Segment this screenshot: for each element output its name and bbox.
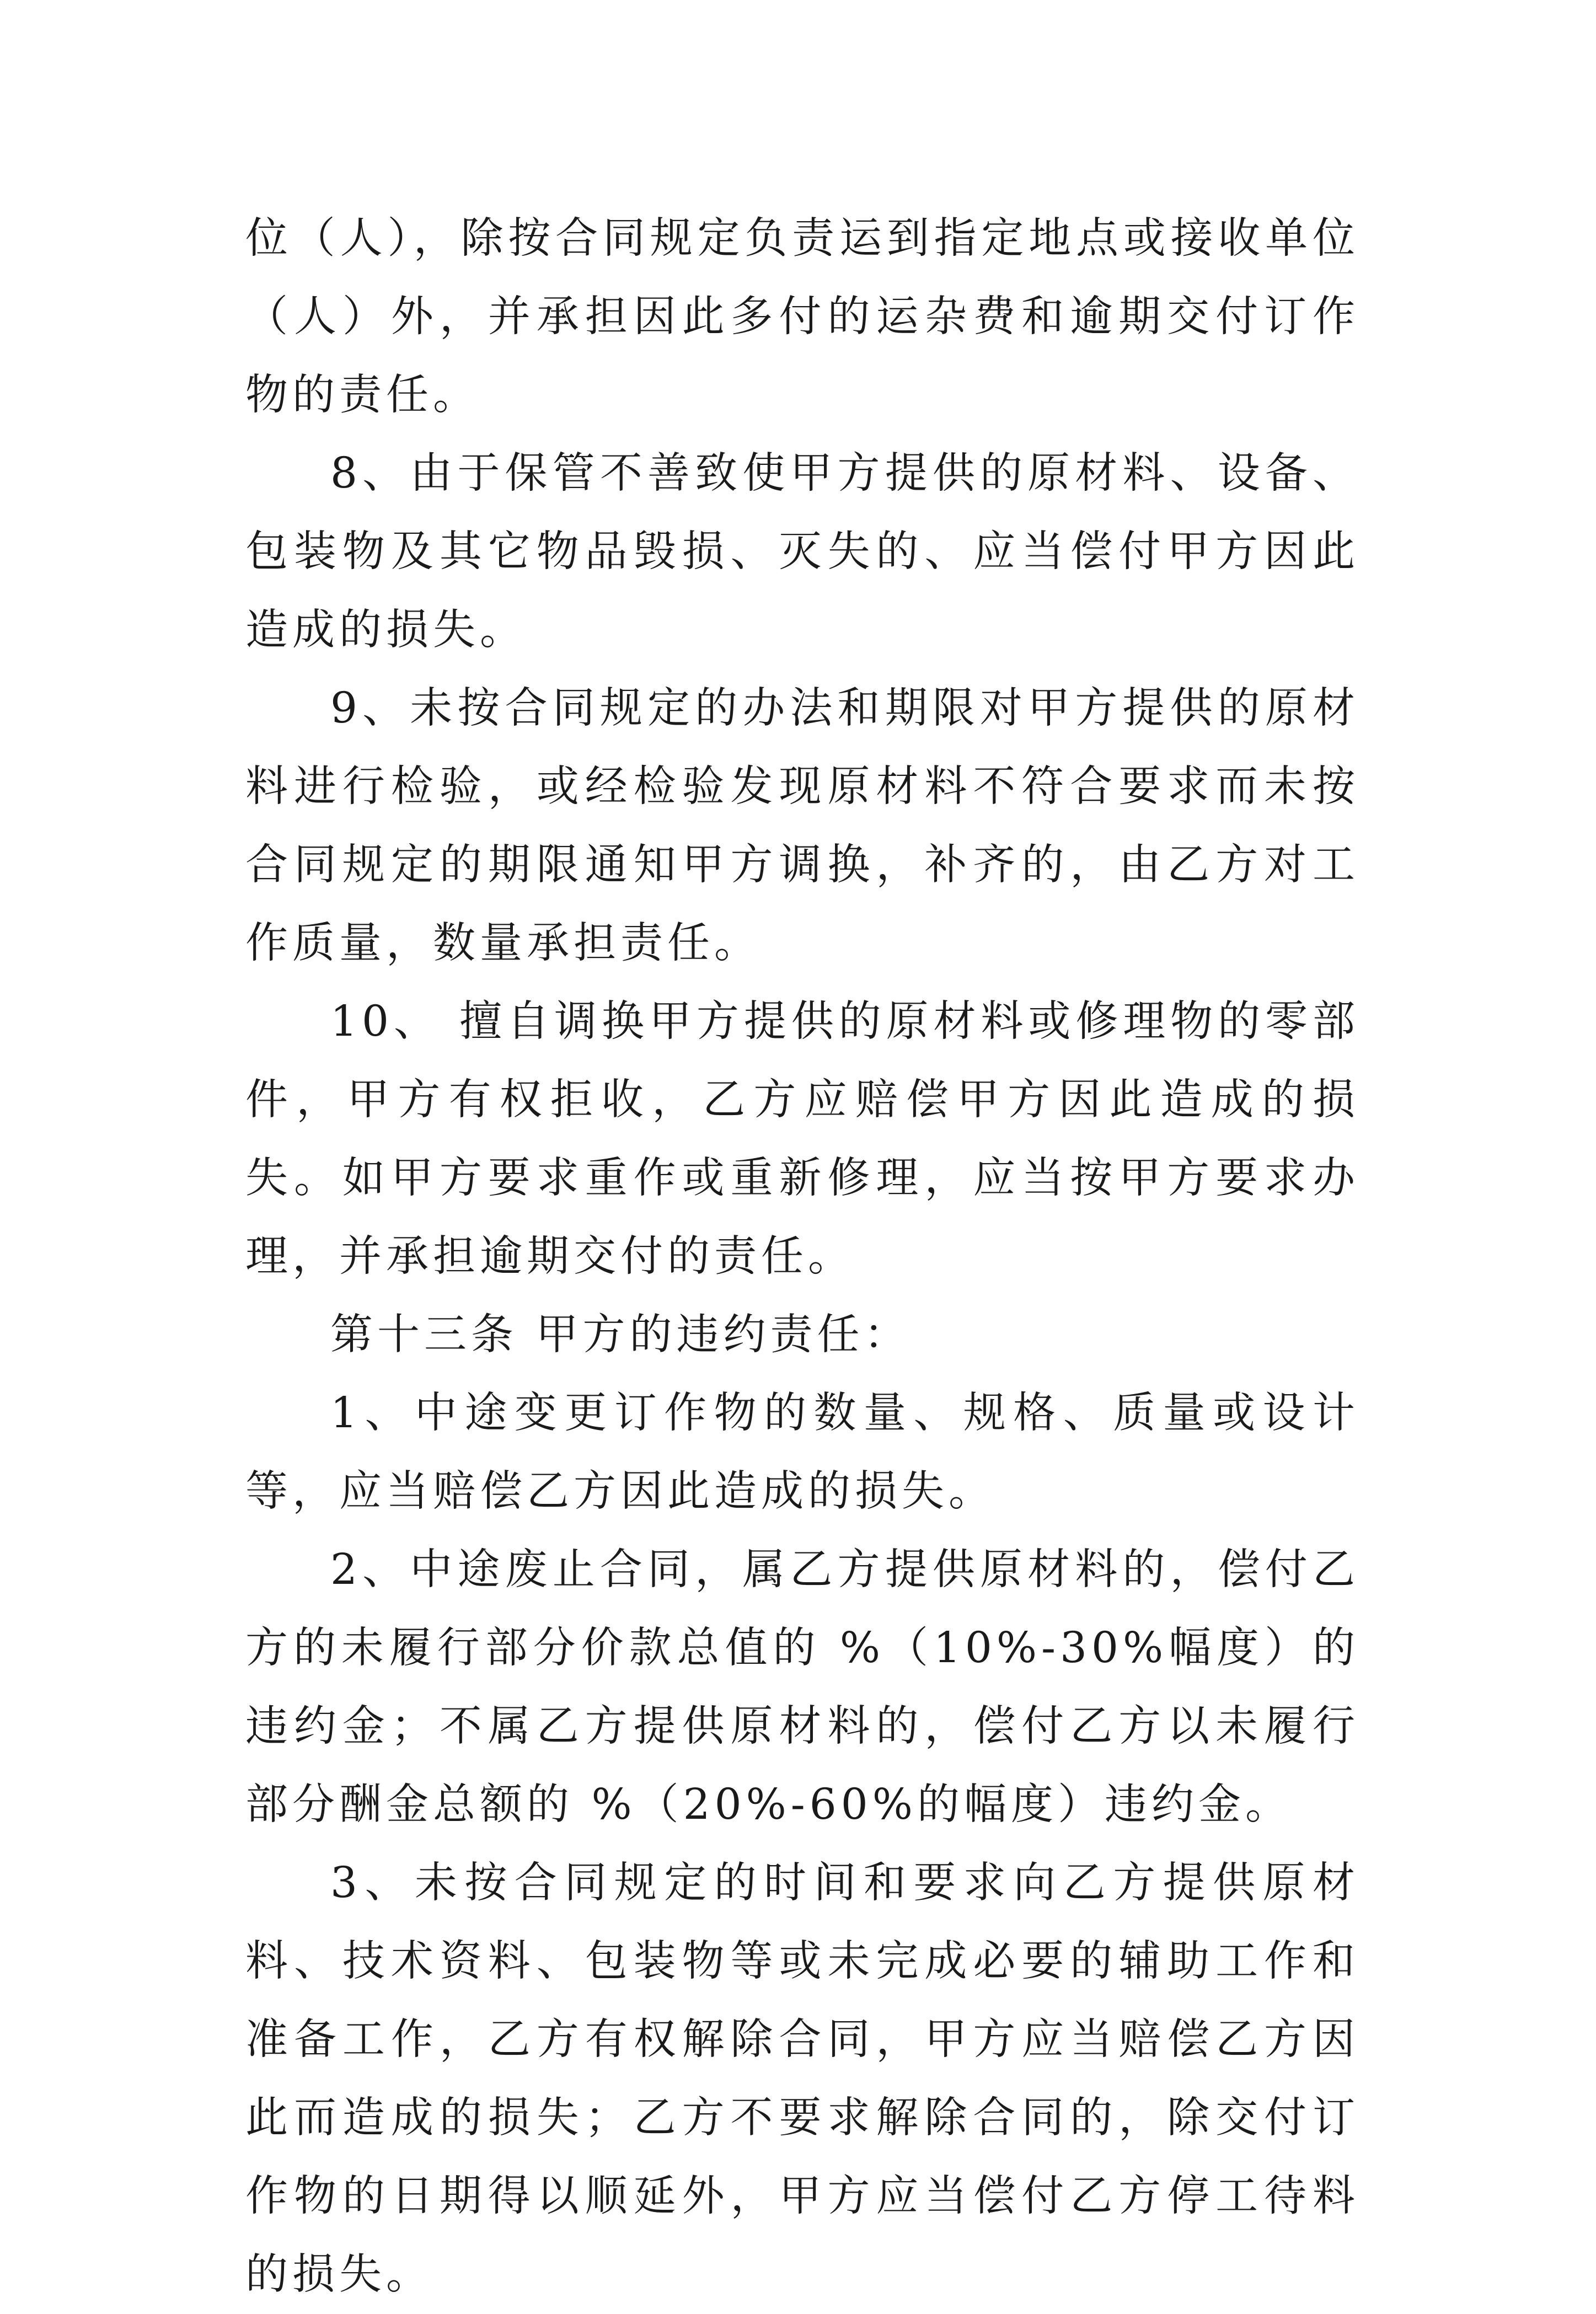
paragraph-continuation: 位（人），除按合同规定负责运到指定地点或接收单位（人）外，并承担因此多付的运杂费和逾期交付订作物的责任。: [245, 214, 1359, 420]
paragraph-clause-10: 10、 擅自调换甲方提供的原材料或修理物的零部件，甲方有权拒收，乙方应赔偿甲方因此造成的损失。如甲方要求重作或重新修理，应当按甲方要求办理，并承担逾期交付的责任。: [245, 997, 1359, 1281]
paragraph-clause-8: 8、由于保管不善致使甲方提供的原材料、设备、包装物及其它物品毁损、灭失的、应当偿付甲方因此造成的损失。: [245, 449, 1359, 655]
paragraph-party-a-clause-2: 2、中途废止合同，属乙方提供原材料的，偿付乙方的未履行部分价款总值的 %（10%-30%幅度）的违约金；不属乙方提供原材料的，偿付乙方以未履行部分酬金总额的 %（20%-60%的幅度）违约金。: [245, 1545, 1359, 1829]
section-heading-article-13: 第十三条 甲方的违约责任：: [330, 1310, 911, 1359]
paragraph-party-a-clause-1: 1、中途变更订作物的数量、规格、质量或设计等，应当赔偿乙方因此造成的损失。: [245, 1389, 1359, 1516]
paragraph-clause-9: 9、未按合同规定的办法和期限对甲方提供的原材料进行检验，或经检验发现原材料不符合要求而未按合同规定的期限通知甲方调换，补齐的，由乙方对工作质量，数量承担责任。: [245, 684, 1359, 968]
paragraph-party-a-clause-3: 3、未按合同规定的时间和要求向乙方提供原材料、技术资料、包装物等或未完成必要的辅助工作和准备工作，乙方有权解除合同，甲方应当赔偿乙方因此而造成的损失；乙方不要求解除合同的，除交付订作物的日期得以顺延外，甲方应当偿付乙方停工待料的损失。: [245, 1858, 1359, 2299]
document-body: [245, 200, 1359, 2314]
